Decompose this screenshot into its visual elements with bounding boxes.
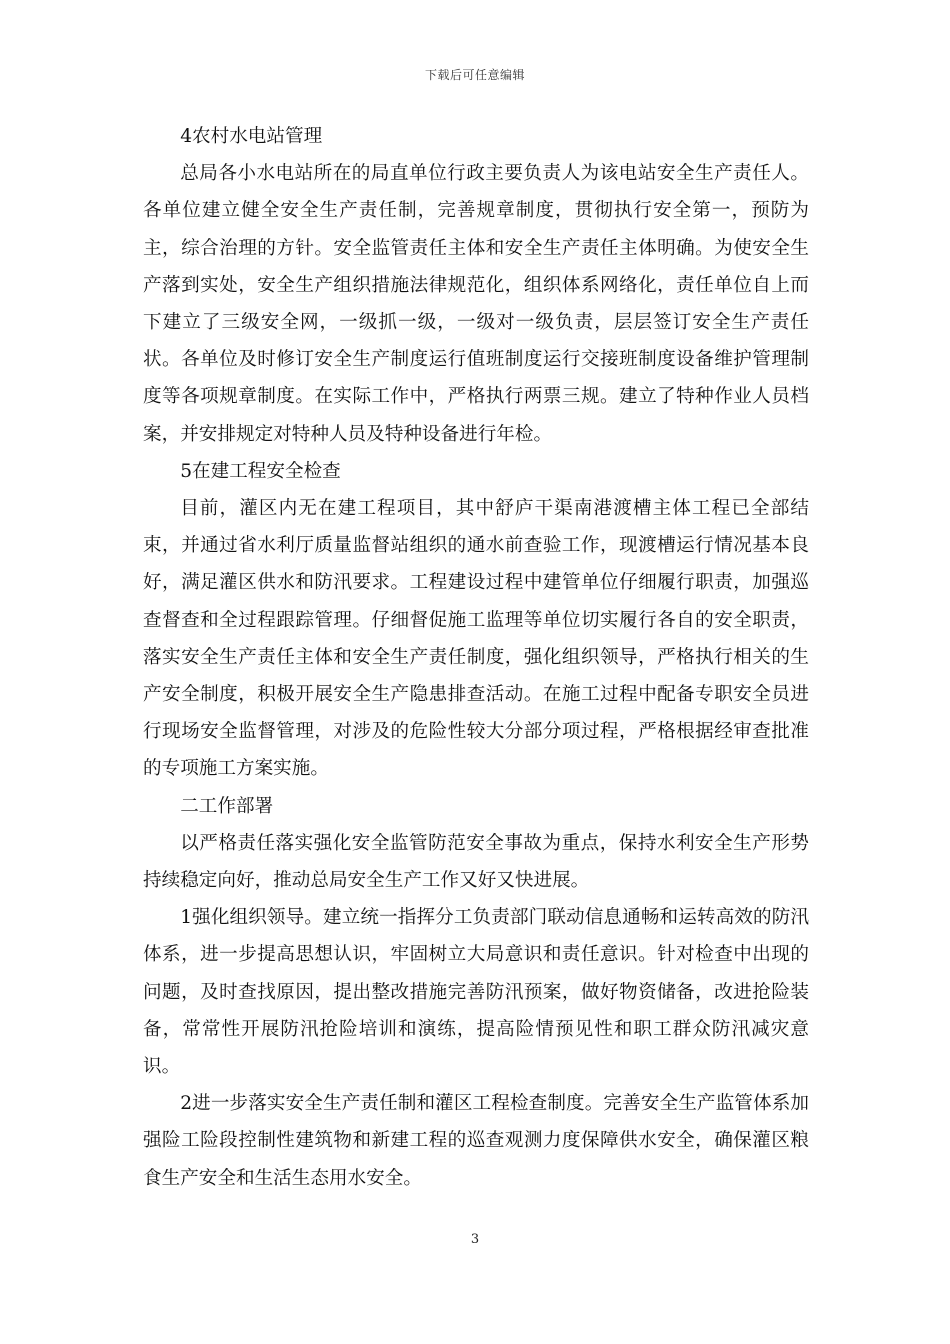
paragraph: 1强化组织领导。建立统一指挥分工负责部门联动信息通畅和运转高效的防汛体系，进一步提高思想认识，牢固树立大局意识和责任意识。针对检查中出现的问题，及时查找原因，提出整改措施完善防汛预案，做好物资储备，改进抢险装备，常常性开展防汛抢险培训和演练，提高险情预见性和职工群众防汛减灾意识。	[143, 907, 809, 1078]
paragraph: 总局各小水电站所在的局直单位行政主要负责人为该电站安全生产责任人。各单位建立健全安全生产责任制，完善规章制度，贯彻执行安全第一，预防为主，综合治理的方针。安全监管责任主体和安全生产责任主体明确。为使安全生产落到实处，安全生产组织措施法律规范化，组织体系网络化，责任单位自上而下建立了三级安全网，一级抓一级，一级对一级负责，层层签订安全生产责任状。各单位及时修订安全生产制度运行值班制度运行交接班制度设备维护管理制度等各项规章制度。在实际工作中，严格执行两票三规。建立了特种作业人员档案，并安排规定对特种人员及特种设备进行年检。	[143, 163, 809, 445]
page-header: 下载后可任意编辑	[424, 68, 525, 82]
section-heading-rural-hydropower: 4农村水电站管理	[180, 126, 323, 147]
section-heading-work-plan: 二工作部署	[180, 795, 274, 817]
paragraph: 以严格责任落实强化安全监管防范安全事故为重点，保持水利安全生产形势持续稳定向好，推动总局安全生产工作又好又快进展。	[143, 832, 809, 892]
paragraph: 目前，灌区内无在建工程项目，其中舒庐干渠南港渡槽主体工程已全部结束，并通过省水利厅质量监督站组织的通水前查验工作，现渡槽运行情况基本良好，满足灌区供水和防汛要求。工程建设过程中建管单位仔细履行职责，加强巡查督查和全过程跟踪管理。仔细督促施工监理等单位切实履行各自的安全职责，落实安全生产责任主体和安全生产责任制度，强化组织领导，严格执行相关的生产安全制度，积极开展安全生产隐患排查活动。在施工过程中配备专职安全员进行现场安全监督管理，对涉及的危险性较大分部分项过程，严格根据经审查批准的专项施工方案实施。	[143, 498, 809, 780]
body-text	[143, 118, 809, 1197]
paragraph: 2进一步落实安全生产责任制和灌区工程检查制度。完善安全生产监管体系加强险工险段控制性建筑物和新建工程的巡查观测力度保障供水安全，确保灌区粮食生产安全和生活生态用水安全。	[143, 1093, 809, 1189]
section-heading-construction-safety: 5在建工程安全检查	[180, 460, 341, 482]
page-number: 3	[470, 1232, 480, 1247]
